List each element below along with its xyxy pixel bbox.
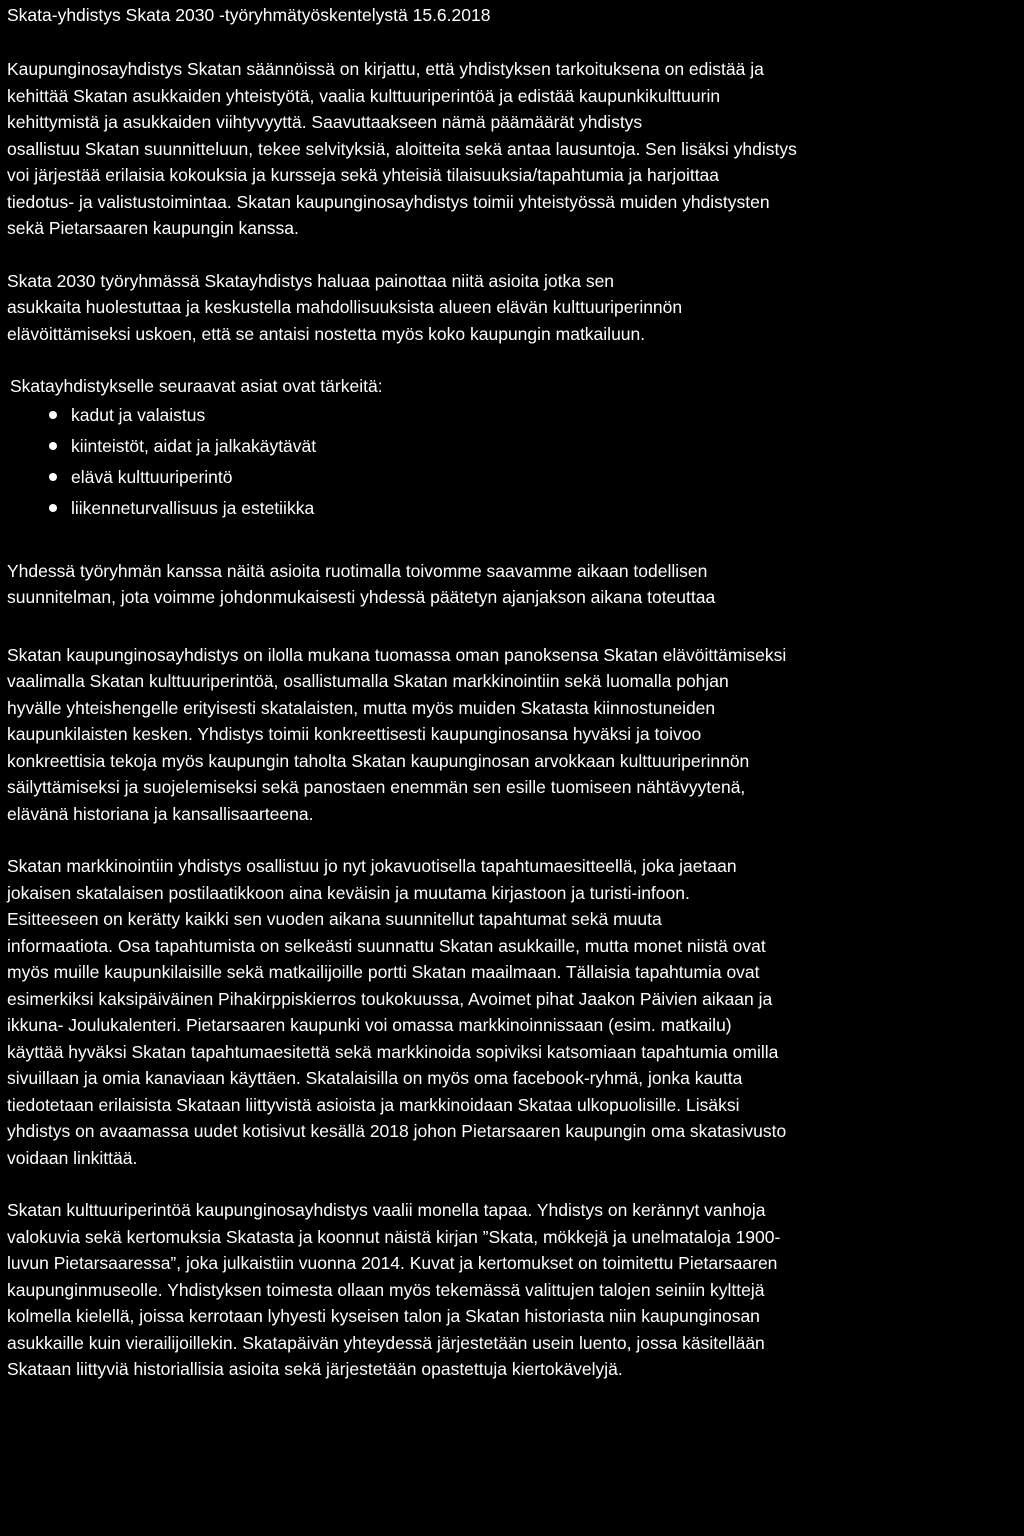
text-line: suunnitelman, jota voimme johdonmukaisesti yhdessä päätetyn ajanjakson aikana toteuttaa [7,587,716,607]
paragraph-association [7,642,1021,828]
text-line: hyvälle yhteishengelle erityisesti skatalaisten, mutta myös muiden Skatasta kiinnostuneiden [7,697,716,718]
text-line: Skatayhdistykselle seuraavat asiat ovat tärkeitä: [10,376,383,396]
text-line: luvun Pietarsaaressa”, joka julkaistiin vuonna 2014. Kuvat ja kertomukset on toimitettu Pietarsaaren [7,1253,778,1273]
text-line: käyttää hyväksi Skatan tapahtumaesitettä sekä markkinoida sopiviksi katsomiaan tapahtumia omilla [7,1041,779,1062]
text-line: valokuvia sekä kertomuksia Skatasta ja koonnut näistä kirjan ”Skata, mökkejä ja unelmataloja 1900- [7,1226,781,1247]
text-line: Skata 2030 työryhmässä Skatayhdistys haluaa painottaa niitä asioita jotka sen [7,270,615,291]
bullet-icon [49,411,57,419]
list-item [49,462,1021,493]
text-line: asukkaita huolestuttaa ja keskustella mahdollisuuksista alueen elävän kulttuuriperinnön [7,297,683,317]
text-line: kehittää Skatan asukkaiden yhteistyötä, vaalia kulttuuriperintöä ja edistää kaupunkikulttuurin [7,85,721,106]
text-line: informaatiota. Osa tapahtumista on selkeästi suunnattu Skatan asukkaille, mutta monet niistä ovat [7,935,766,956]
list-item-label: liikenneturvallisuus ja estetiikka [71,497,315,518]
bullet-icon [49,504,57,512]
text-line: kolmella kielellä, joissa kerrotaan lyhyesti kyseisen talon ja Skatan historiasta niin kaupunginosan [7,1306,760,1326]
text-line: Skatan kulttuuriperintöä kaupunginosayhdistys vaalii monella tapaa. Yhdistys on kerännyt vanhoja [7,1200,766,1220]
paragraph-heritage [7,1197,1021,1383]
text-line: osallistuu Skatan suunnitteluun, tekee selvityksiä, aloitteita sekä antaa lausuntoja. Sen lisäksi yhdistys [7,138,797,159]
text-line: elävänä historiana ja kansallisaarteena. [7,803,314,824]
text-line: konkreettisia tekoja myös kaupungin taholta Skatan kaupunginosan arvokkaan kulttuuriperinnön [7,750,750,771]
text-line: Kaupunginosayhdistys Skatan säännöissä on kirjattu, että yhdistyksen tarkoituksena on edistää ja [7,59,764,79]
text-line: kaupunkilaisten kesken. Yhdistys toimii konkreettisesti kaupunginosansa hyväksi ja toivoo [7,724,702,744]
list-item [49,493,1021,524]
paragraph-intro [7,56,1021,242]
priorities-list [7,400,1021,524]
text-line: myös muille kaupunkilaisille sekä matkailijoille portti Skatan maailmaan. Tällaisia tapahtumia ovat [7,962,760,982]
list-item [49,400,1021,431]
text-line: tiedotetaan erilaisista Skataan liittyvistä asioista ja markkinoidaan Skataa ulkopuolisille. Lisäksi [7,1094,740,1115]
text-line: voidaan linkittää. [7,1147,138,1168]
list-item [49,431,1021,462]
text-line: sivuillaan ja omia kanaviaan käyttäen. Skatalaisilla on myös oma facebook-ryhmä, jonka kautta [7,1068,743,1088]
document-title: Skata-yhdistys Skata 2030 -työryhmätyöskentelystä 15.6.2018 [7,5,491,25]
text-line: tiedotus- ja valistustoimintaa. Skatan kaupunginosayhdistys toimii yhteistyössä muiden yhdistysten [7,191,770,212]
text-line: jokaisen skatalaisen postilaatikkoon aina keväisin ja muutama kirjastoon ja turisti-infoon. [7,882,690,903]
text-line: yhdistys on avaamassa uudet kotisivut kesällä 2018 johon Pietarsaaren kaupungin oma skatasivusto [7,1121,787,1141]
text-line: säilyttämiseksi ja suojelemiseksi sekä panostaen enemmän sen esille tuomiseen nähtävyytenä, [7,777,746,797]
list-item-label: kiinteistöt, aidat ja jalkakäytävät [71,435,317,456]
text-line: Skataan liittyviä historiallisia asioita sekä järjestetään opastettuja kiertokävelyjä. [7,1359,623,1379]
text-line: kehittymistä ja asukkaiden viihtyvyyttä. Saavuttaakseen nämä päämäärät yhdistys [7,112,643,132]
list-item-label: elävä kulttuuriperintö [71,466,233,487]
text-line: asukkaille kuin vierailijoillekin. Skatapäivän yhteydessä järjestetään usein luento, jossa käsitellään [7,1332,765,1353]
paragraph-workgroup [7,268,1021,348]
paragraph-marketing [7,853,1021,1171]
text-line: Skatan kaupunginosayhdistys on ilolla mukana tuomassa oman panoksensa Skatan elävöittämiseksi [7,644,787,665]
text-line: vaalimalla Skatan kulttuuriperintöä, osallistumalla Skatan markkinointiin sekä luomalla pohjan [7,671,729,691]
text-line: Yhdessä työryhmän kanssa näitä asioita ruotimalla toivomme saavamme aikaan todellisen [7,560,708,581]
text-line: kaupunginmuseolle. Yhdistyksen toimesta ollaan myös tekemässä valittujen talojen seiniin kylttejä [7,1279,765,1300]
text-line: sekä Pietarsaaren kaupungin kanssa. [7,218,299,238]
text-line: ikkuna- Joulukalenteri. Pietarsaaren kaupunki voi omassa markkinoinnissaan (esim. matkailu) [7,1015,732,1035]
text-line: Esitteeseen on kerätty kaikki sen vuoden aikana suunnitellut tapahtumat sekä muuta [7,909,662,929]
text-line: elävöittämiseksi uskoen, että se antaisi nostetta myös koko kaupungin matkailuun. [7,323,646,344]
text-line: Skatan markkinointiin yhdistys osallistuu jo nyt jokavuotisella tapahtumaesitteellä, joka jaetaan [7,856,737,876]
paragraph-together [7,558,1021,611]
text-line: voi järjestää erilaisia kokouksia ja kursseja sekä yhteisiä tilaisuuksia/tapahtumia ja harjoittaa [7,165,720,185]
list-item-label: kadut ja valaistus [71,404,206,425]
bullet-icon [49,473,57,481]
document-page [7,0,1021,1383]
text-line: esimerkiksi kaksipäiväinen Pihakirppiskierros toukokuussa, Avoimet pihat Jaakon Päivien aikaan ja [7,988,773,1009]
paragraph-priorities-intro [7,373,1021,400]
bullet-icon [49,442,57,450]
